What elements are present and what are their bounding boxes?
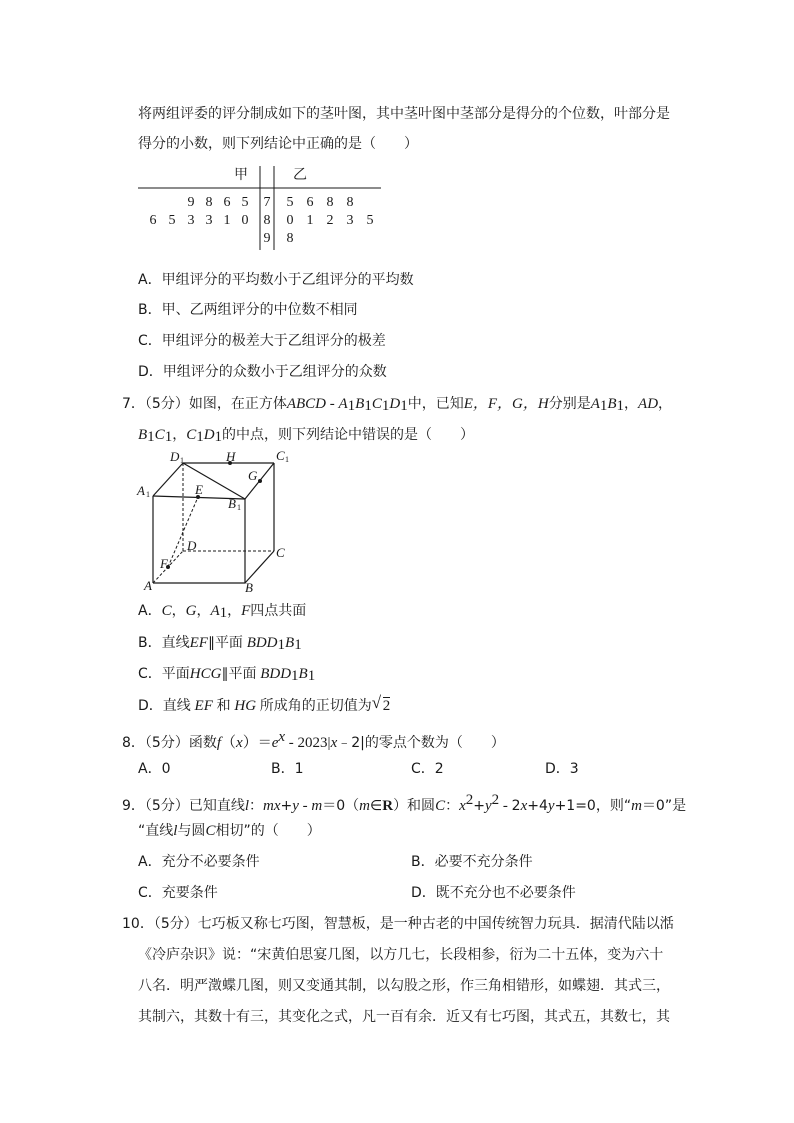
- cube-figure: [136, 450, 296, 596]
- q6-option-d: D．甲组评分的众数小于乙组评分的众数: [138, 364, 387, 380]
- stem-leaf-left-leaf: 6: [149, 213, 157, 228]
- q7-stem-line2: $B_1C_1$，$C_1D_1$的中点，则下列结论中错误的是（ ）: [138, 427, 475, 445]
- q7-option-b: B．直线EF∥平面 $BDD_1B_1$: [138, 635, 302, 653]
- q9-option-a: A．充分不必要条件: [138, 854, 260, 870]
- label-d: D: [187, 538, 197, 553]
- svg-text:1: 1: [180, 456, 184, 465]
- stem-leaf-right-leaf: 5: [286, 195, 294, 210]
- q8-option-b: B．1: [271, 761, 304, 777]
- q6-option-a: A．甲组评分的平均数小于乙组评分的平均数: [138, 272, 414, 288]
- stem-leaf-plot: [138, 160, 388, 250]
- label-b1: B: [228, 496, 236, 511]
- stem-leaf-right-leaf: 3: [346, 213, 354, 228]
- q10-line1: 10．（5分）七巧板又称七巧图，智慧板，是一种古老的中国传统智力玩具．据清代陆以湉: [122, 916, 674, 932]
- label-a1: A: [137, 483, 145, 498]
- label-f: F: [160, 556, 168, 571]
- label-c: C: [276, 545, 285, 560]
- stem-leaf-right-leaf: 8: [346, 195, 354, 210]
- q7-option-c: C．平面HCG∥平面 $BDD_1B_1$: [138, 666, 316, 684]
- q8-option-d: D．3: [545, 761, 579, 777]
- stem-leaf-stem: 9: [263, 231, 271, 246]
- q10-line4: 其制六，其数十有三，其变化之式，凡一百有余．近又有七巧图，其式五，其数七，其: [138, 1009, 670, 1025]
- stem-leaf-right-leaf: 5: [366, 213, 374, 228]
- svg-text:1: 1: [237, 503, 241, 512]
- stem-leaf-right-leaf: 8: [326, 195, 334, 210]
- label-h: H: [226, 450, 236, 464]
- stem-leaf-right-leaf: 0: [286, 213, 294, 228]
- stem-leaf-right-leaf: 6: [306, 195, 314, 210]
- stem-leaf-stem: 8: [263, 213, 271, 228]
- stem-leaf-stem: 7: [263, 195, 271, 210]
- label-e: E: [195, 482, 203, 497]
- label-b: B: [245, 580, 253, 595]
- q6-option-c: C．甲组评分的极差大于乙组评分的极差: [138, 333, 386, 349]
- q7-option-d: D．直线 EF 和 HG 所成角的正切值为 √ 2: [138, 693, 391, 714]
- q9-option-d: D．既不充分也不必要条件: [411, 885, 576, 901]
- q10-line3: 八名．明严澂蝶几图，则又变通其制，以勾股之形，作三角相错形，如蝶翅．其式三，: [138, 978, 670, 994]
- svg-text:1: 1: [285, 455, 289, 464]
- q6-option-b: B．甲、乙两组评分的中位数不相同: [138, 302, 358, 318]
- stem-leaf-left-leaf: 5: [241, 195, 249, 210]
- stem-leaf-left-leaf: 0: [241, 213, 249, 228]
- q6-line1: 将两组评委的评分制成如下的茎叶图，其中茎叶图中茎部分是得分的个位数，叶部分是: [138, 106, 670, 122]
- q9-stem-line1: 9．（5分）已知直线l：mx+y - m＝0（m∈R）和圆C：$x^2+y^2 - 2x+4y+1=0$，则“m＝0”是: [122, 792, 687, 814]
- q6-line2: 得分的小数，则下列结论中正确的是（ ）: [138, 136, 418, 152]
- label-d1: D: [170, 450, 180, 464]
- stem-leaf-left-leaf: 3: [205, 213, 213, 228]
- stem-leaf-right-leaf: 8: [286, 231, 294, 246]
- label-a: A: [144, 578, 152, 593]
- q7-option-a: A．C，G，$A_1$，F四点共面: [138, 603, 307, 621]
- label-c1: C: [276, 450, 285, 463]
- stem-leaf-right-leaf: 2: [326, 213, 334, 228]
- q10-line2: 《冷庐杂识》说：“宋黄伯思宴几图，以方几七，长段相参，衍为二十五体，变为六十: [138, 947, 664, 963]
- stem-leaf-left-leaf: 9: [187, 195, 195, 210]
- stem-leaf-head-left: 甲: [234, 167, 248, 183]
- q8-option-a: A．0: [138, 761, 171, 777]
- q9-option-c: C．充要条件: [138, 885, 218, 901]
- stem-leaf-right-leaf: 1: [306, 213, 314, 228]
- q8-option-c: C．2: [411, 761, 444, 777]
- stem-leaf-left-leaf: 3: [187, 213, 195, 228]
- q7-stem-line1: 7．（5分）如图，在正方体ABCD - $A_1B_1C_1D_1$中，已知E，F，G，H分别是$A_1B_1$，AD，: [122, 396, 673, 414]
- q8-stem: 8．（5分）函数$f(x)=e^x$ - 2023|x﹣2|的零点个数为（ ）: [122, 729, 505, 751]
- stem-leaf-left-leaf: 8: [205, 195, 213, 210]
- stem-leaf-head-right: 乙: [293, 167, 307, 183]
- svg-text:1: 1: [146, 490, 150, 499]
- stem-leaf-left-leaf: 5: [168, 213, 176, 228]
- stem-leaf-left-leaf: 1: [223, 213, 231, 228]
- stem-leaf-left-leaf: 6: [223, 195, 231, 210]
- q9-option-b: B．必要不充分条件: [411, 854, 533, 870]
- label-g: G: [248, 468, 258, 483]
- q9-stem-line2: “直线l与圆C相切”的（ ）: [138, 823, 321, 839]
